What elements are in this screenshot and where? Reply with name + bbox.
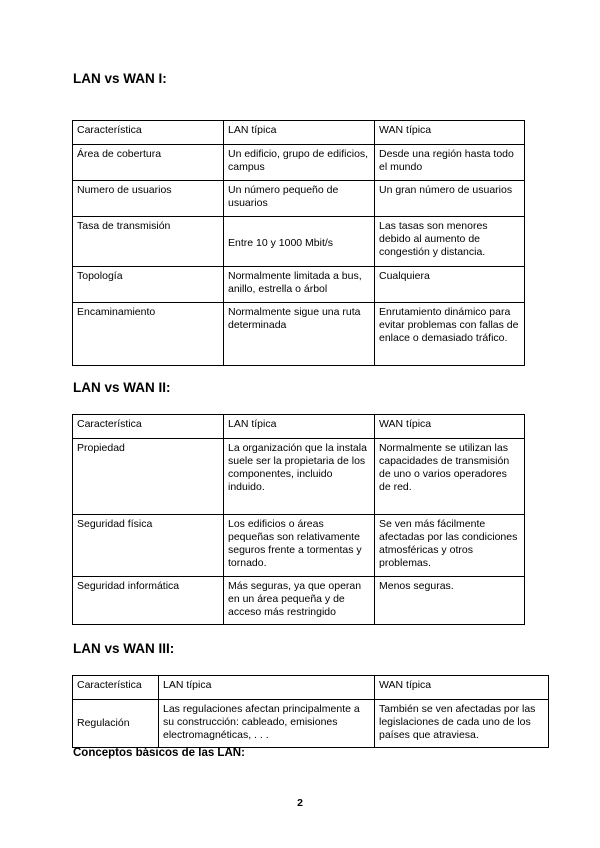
table-cell: Encaminamiento (73, 303, 224, 366)
table-cell: Seguridad informática (73, 577, 224, 625)
table-cell: Numero de usuarios (73, 181, 224, 217)
table-cell: La organización que la instala suele ser la propietaria de los componentes, incluido induido. (224, 439, 375, 515)
table-cell: Las tasas son menores debido al aumento de congestión y distancia. (375, 217, 525, 267)
header-cell: Característica (73, 676, 159, 700)
table-cell: Propiedad (73, 439, 224, 515)
section2-heading: LAN vs WAN II: (73, 380, 171, 395)
table-cell: También se ven afectadas por las legislaciones de cada uno de los países que atraviesa. (375, 700, 549, 748)
table-cell: Normalmente sigue una ruta determinada (224, 303, 375, 366)
table-cell: Desde una región hasta todo el mundo (375, 145, 525, 181)
header-cell: Característica (73, 121, 224, 145)
table-row (73, 267, 525, 303)
table-cell: Entre 10 y 1000 Mbit/s (224, 217, 375, 267)
table-cell: Menos seguras. (375, 577, 525, 625)
table-cell: Un número pequeño de usuarios (224, 181, 375, 217)
lan-vs-wan-table-3 (72, 675, 549, 748)
table-cell: Tasa de transmisión (73, 217, 224, 267)
table-row (73, 700, 549, 748)
section3-heading: LAN vs WAN III: (73, 641, 175, 656)
lan-vs-wan-table-2 (72, 414, 525, 625)
table-row (73, 515, 525, 577)
table-cell: Las regulaciones afectan principalmente a su construcción: cableado, emisiones electromagnéticas, . . . (159, 700, 375, 748)
table-cell: Área de cobertura (73, 145, 224, 181)
table-header-row (73, 415, 525, 439)
table-row (73, 439, 525, 515)
concepts-heading: Conceptos básicos de las LAN: (73, 747, 245, 759)
page-number: 2 (297, 797, 303, 809)
table-row (73, 217, 525, 267)
section1-heading: LAN vs WAN I: (73, 71, 167, 86)
header-cell: LAN típica (224, 121, 375, 145)
header-cell: Característica (73, 415, 224, 439)
header-cell: LAN típica (224, 415, 375, 439)
table-header-row (73, 676, 549, 700)
header-cell: WAN típica (375, 676, 549, 700)
table-row (73, 303, 525, 366)
header-cell: LAN típica (159, 676, 375, 700)
table-row (73, 577, 525, 625)
table-row (73, 145, 525, 181)
table-cell: Un edificio, grupo de edificios, campus (224, 145, 375, 181)
table-cell: Más seguras, ya que operan en un área pequeña y de acceso más restringido (224, 577, 375, 625)
table-cell: Los edificios o áreas pequeñas son relativamente seguros frente a tormentas y tornado. (224, 515, 375, 577)
lan-vs-wan-table-1 (72, 120, 525, 366)
header-cell: WAN típica (375, 121, 525, 145)
table-cell: Enrutamiento dinámico para evitar problemas con fallas de enlace o demasiado tráfico. (375, 303, 525, 366)
table-header-row (73, 121, 525, 145)
header-cell: WAN típica (375, 415, 525, 439)
table-cell: Se ven más fácilmente afectadas por las condiciones atmosféricas y otros problemas. (375, 515, 525, 577)
table-row (73, 181, 525, 217)
table-cell: Topología (73, 267, 224, 303)
table-cell: Normalmente se utilizan las capacidades de transmisión de uno o varios operadores de red. (375, 439, 525, 515)
table-cell: Cualquiera (375, 267, 525, 303)
table-cell: Normalmente limitada a bus, anillo, estrella o árbol (224, 267, 375, 303)
table-cell: Seguridad física (73, 515, 224, 577)
table-cell: Un gran número de usuarios (375, 181, 525, 217)
table-cell: Regulación (73, 700, 159, 748)
